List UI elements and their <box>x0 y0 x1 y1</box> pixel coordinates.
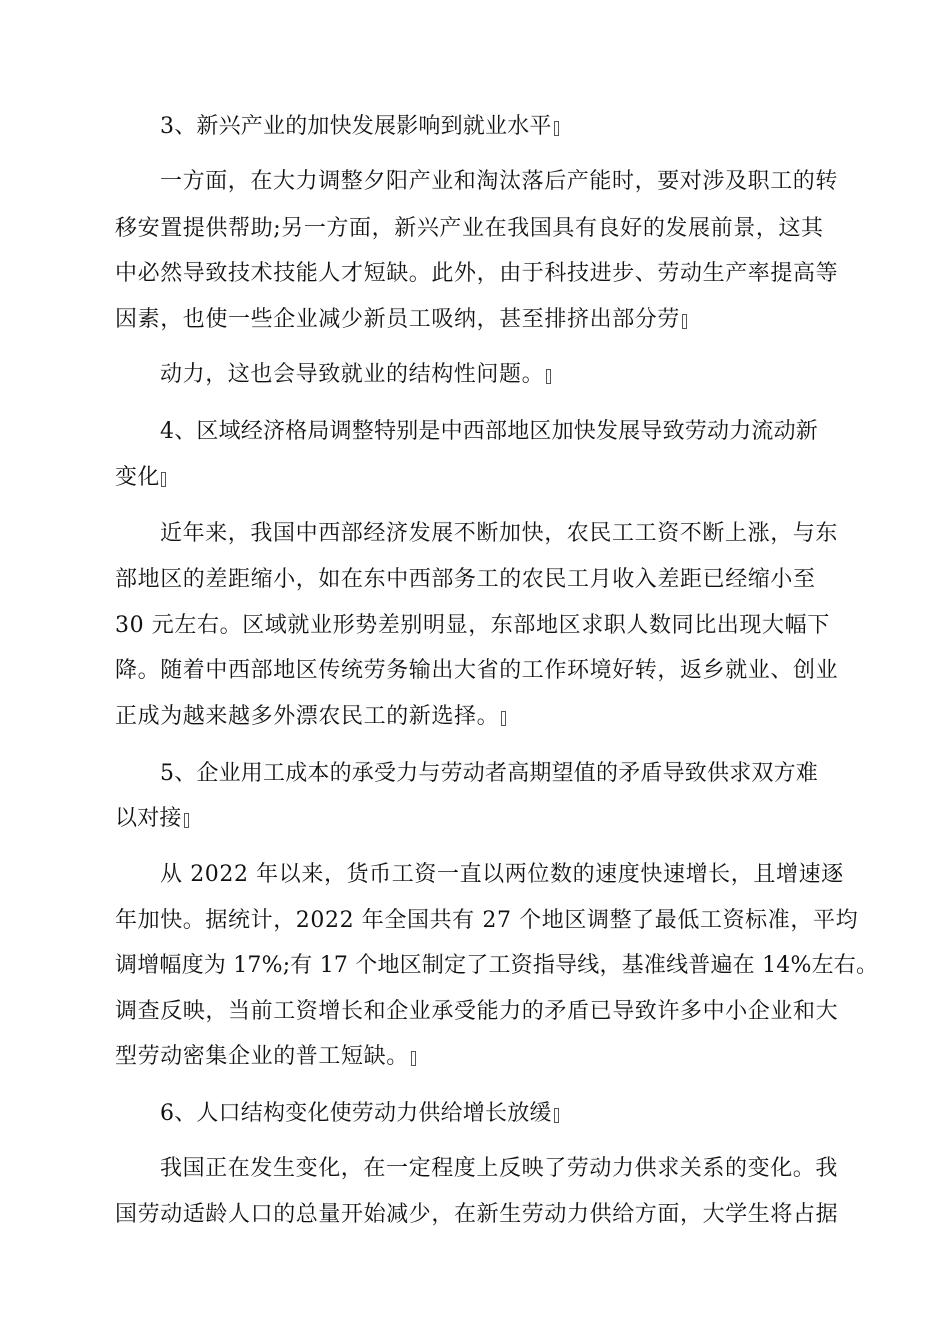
paragraph-mark-icon <box>682 314 687 329</box>
paragraph-line <box>115 566 816 594</box>
paragraph-line <box>115 907 858 935</box>
section-heading-4-continued <box>115 464 166 492</box>
line-text: 动力，这也会导致就业的结构性问题。 <box>160 362 545 387</box>
paragraph-mark-icon <box>411 1051 416 1066</box>
paragraph-line <box>115 657 838 685</box>
paragraph-line <box>115 1201 838 1229</box>
line-text: 调增幅度为 17%;有 17 个地区制定了工资指导线，基准线普遍在 14%左右。 <box>115 953 879 978</box>
paragraph-line <box>115 612 830 640</box>
section-heading-6 <box>160 1100 559 1128</box>
paragraph-mark-icon <box>501 711 506 726</box>
paragraph-mark-icon <box>184 813 189 828</box>
paragraph-line <box>160 520 838 548</box>
section-heading-5-continued <box>115 805 189 833</box>
paragraph-line <box>160 1155 838 1183</box>
paragraph-line <box>115 306 687 334</box>
line-text: 变化 <box>115 465 160 490</box>
paragraph-line <box>160 361 551 389</box>
line-text: 一方面，在大力调整夕阳产业和淘汰落后产能时，要对涉及职工的转 <box>160 169 839 194</box>
line-text: 近年来，我国中西部经济发展不断加快，农民工工资不断上涨，与东 <box>160 521 839 546</box>
line-text: 调查反映，当前工资增长和企业承受能力的矛盾已导致许多中小企业和大 <box>115 999 839 1024</box>
line-text: 从 2022 年以来，货币工资一直以两位数的速度快速增长，且增速逐 <box>160 862 844 887</box>
paragraph-line <box>115 260 838 288</box>
section-heading-5 <box>160 760 818 788</box>
line-text: 以对接 <box>115 806 182 831</box>
section-heading-3 <box>160 113 559 141</box>
line-text: 因素，也使一些企业减少新员工吸纳，甚至排挤出部分劳 <box>115 307 681 332</box>
line-text: 我国正在发生变化，在一定程度上反映了劳动力供求关系的变化。我 <box>160 1156 839 1181</box>
paragraph-mark-icon <box>554 1108 559 1123</box>
line-text: 型劳动密集企业的普工短缺。 <box>115 1044 409 1069</box>
line-text: 30 元左右。区域就业形势差别明显，东部地区求职人数同比出现大幅下 <box>115 613 830 638</box>
line-text: 部地区的差距缩小，如在东中西部务工的农民工月收入差距已经缩小至 <box>115 567 816 592</box>
line-text: 6、人口结构变化使劳动力供给增长放缓 <box>160 1101 552 1126</box>
line-text: 移安置提供帮助;另一方面，新兴产业在我国具有良好的发展前景，这其 <box>115 216 824 241</box>
paragraph-line <box>115 1043 416 1071</box>
line-text: 正成为越来越多外漂农民工的新选择。 <box>115 704 500 729</box>
paragraph-mark-icon <box>546 369 551 384</box>
line-text: 5、企业用工成本的承受力与劳动者高期望值的矛盾导致供求双方难 <box>160 761 818 786</box>
paragraph-mark-icon <box>161 472 166 487</box>
line-text: 4、区域经济格局调整特别是中西部地区加快发展导致劳动力流动新 <box>160 419 818 444</box>
paragraph-line <box>160 168 838 196</box>
line-text: 中必然导致技术技能人才短缺。此外，由于科技进步、劳动生产率提高等 <box>115 261 839 286</box>
paragraph-mark-icon <box>554 121 559 136</box>
paragraph-line <box>115 998 838 1026</box>
paragraph-line <box>115 215 824 243</box>
line-text: 降。随着中西部地区传统劳务输出大省的工作环境好转，返乡就业、创业 <box>115 658 839 683</box>
paragraph-line <box>115 952 878 980</box>
line-text: 年加快。据统计，2022 年全国共有 27 个地区调整了最低工资标准，平均 <box>115 908 859 933</box>
line-text: 国劳动适龄人口的总量开始减少，在新生劳动力供给方面，大学生将占据 <box>115 1202 839 1227</box>
paragraph-line <box>115 703 506 731</box>
paragraph-line <box>160 861 844 889</box>
line-text: 3、新兴产业的加快发展影响到就业水平 <box>160 114 552 139</box>
section-heading-4 <box>160 418 818 446</box>
